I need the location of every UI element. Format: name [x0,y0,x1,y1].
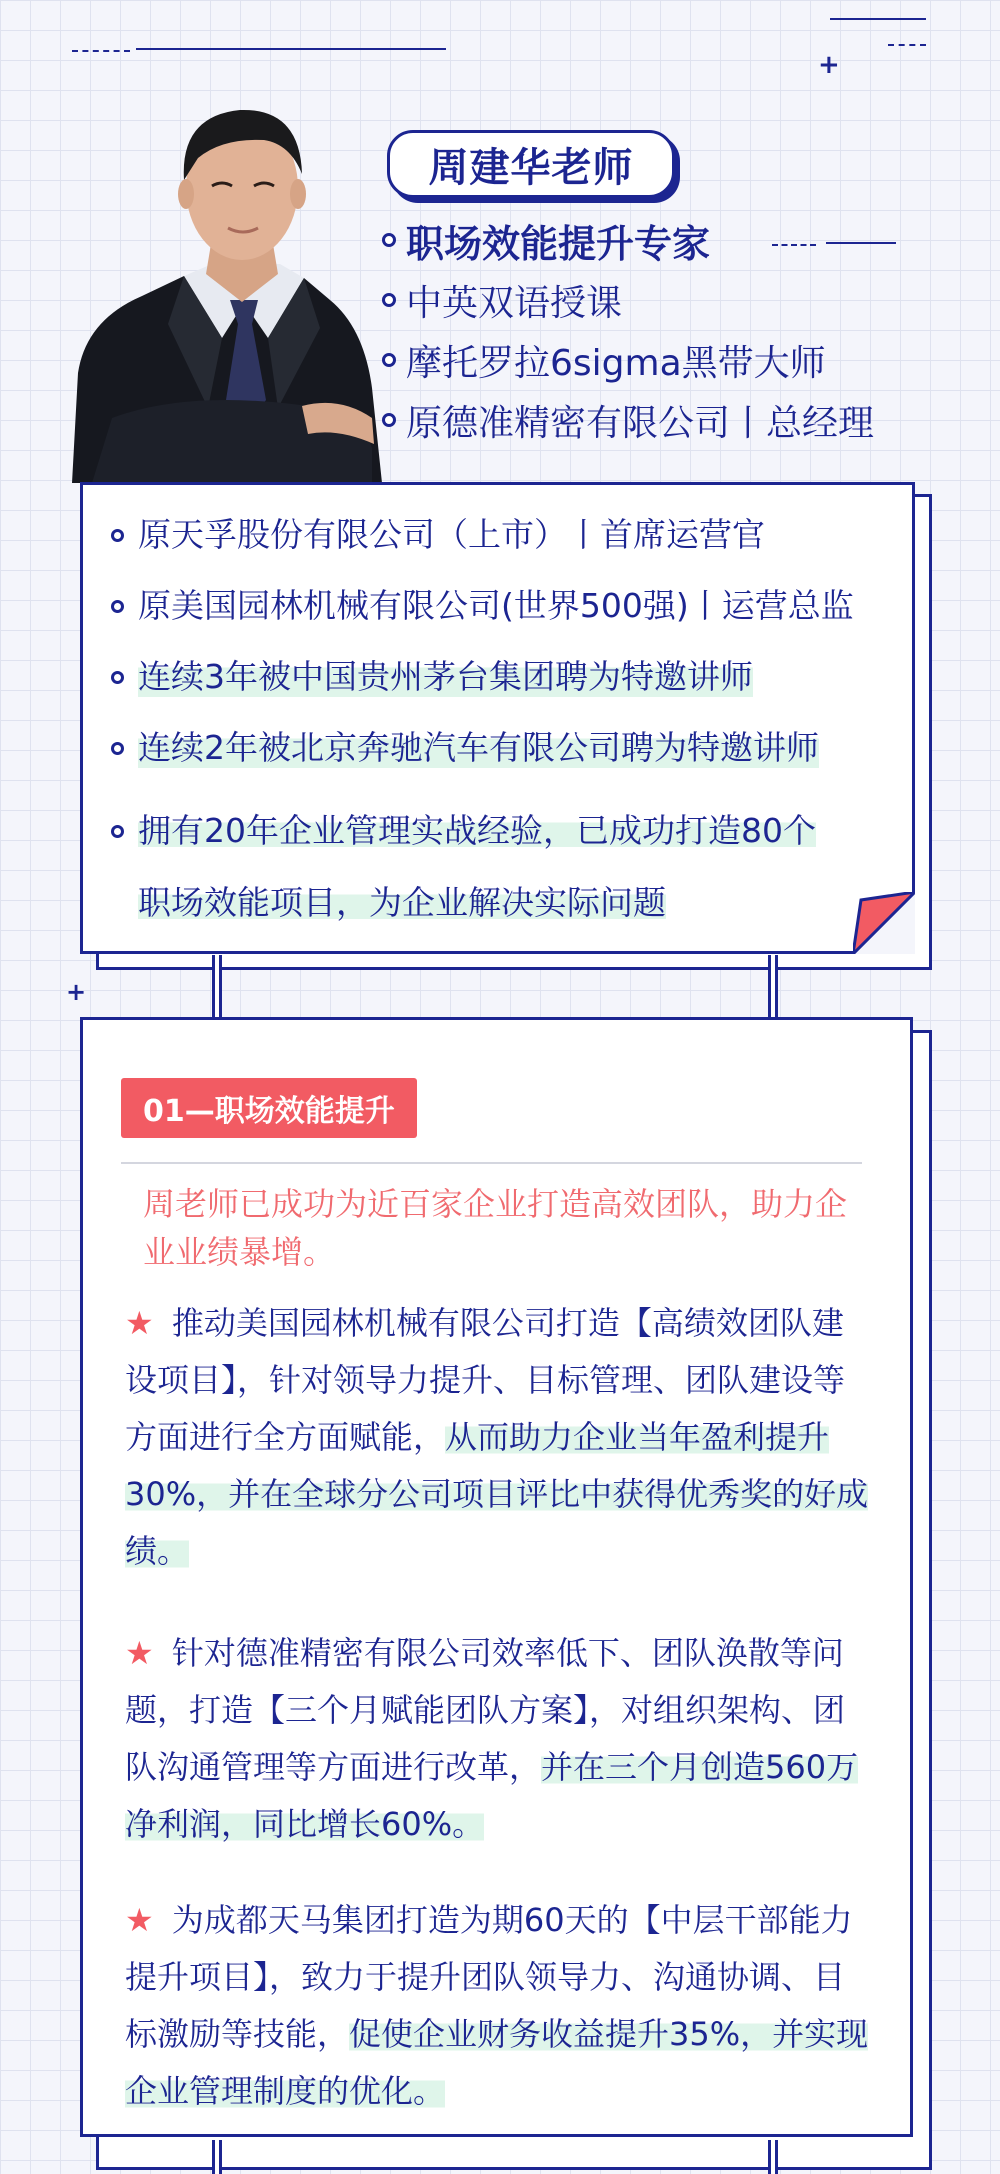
experience-text: 连续3年被中国贵州茅台集团聘为特邀讲师 [138,653,753,701]
bullet-dot [382,353,396,367]
title-item [382,270,874,330]
bullet-dot [111,600,124,613]
star-icon: ★ [125,1634,154,1672]
experience-line: 职场效能项目，为企业解决实际问题 [138,883,666,922]
experience-text: 连续2年被北京奔驰汽车有限公司聘为特邀讲师 [138,724,819,772]
title-item [382,330,874,390]
experience-text: 原美国园林机械有限公司(世界500强)丨运营总监 [138,586,854,625]
title-item [382,390,874,450]
section-card [80,1017,913,2137]
case-text: 为成都天马集团打造为期60天的【中层干部能力提升项目】，致力于提升团队领导力、沟通协调、目标激励等技能， [125,1901,853,2053]
bullet-dot [111,825,124,838]
list-item [111,795,892,939]
bullet-dot [382,293,396,307]
list-item [111,653,892,724]
section-tag: 01—职场效能提升 [121,1078,417,1138]
divider [121,1162,862,1164]
star-icon: ★ [125,1304,154,1342]
teacher-titles [382,210,874,450]
experience-text: 原天孚股份有限公司（上市）丨首席运营官 [138,515,765,554]
list-item [111,511,892,582]
case-paragraph [125,1625,872,1853]
top-left-dash [72,50,130,52]
top-left-line [136,48,446,50]
experience-line: 拥有20年企业管理实战经验，已成功打造80个 [138,811,816,850]
title-item [382,210,874,270]
connector-pillar [768,2140,778,2174]
case-emphasis: 从而助力企业当年盈利提升30%，并在全球分公司项目评比中获得优秀奖的好成绩。 [125,1418,869,1570]
title-text: 中英双语授课 [406,282,623,324]
plus-icon: + [818,50,840,80]
case-text: 推动美国园林机械有限公司打造【高绩效团队建设项目】，针对领导力提升、目标管理、团队建设等方面进行全方面赋能， [125,1304,846,1456]
bullet-dot [111,671,124,684]
list-item [111,582,892,653]
top-right-line [830,18,926,20]
teacher-name-badge [387,130,675,198]
case-emphasis: 促使企业财务收益提升35%，并实现企业管理制度的优化。 [125,2015,869,2110]
experience-card [80,482,915,954]
case-text: 针对德准精密有限公司效率低下、团队涣散等问题，打造【三个月赋能团队方案】，对组织架构、团队沟通管理等方面进行改革， [125,1634,846,1786]
teacher-portrait [72,88,407,483]
experience-text [138,795,816,939]
star-icon: ★ [125,1901,154,1939]
bullet-dot [111,742,124,755]
bullet-dot [382,413,396,427]
title-text: 原德准精密有限公司丨总经理 [406,402,875,444]
title-text: 职场效能提升专家 [406,221,711,266]
page-fold-corner [853,892,915,954]
case-paragraph [125,1892,872,2120]
experience-list [111,511,892,939]
section-intro: 周老师已成功为近百家企业打造高效团队，助力企业业绩暴增。 [143,1185,848,1271]
teacher-name: 周建华老师 [428,144,634,191]
plus-icon: + [66,978,87,1006]
connector-pillar [212,2140,222,2174]
bullet-dot [111,529,124,542]
title-text: 摩托罗拉6sigma黑带大师 [406,342,826,384]
bullet-dot [382,233,396,247]
case-paragraph [125,1295,872,1580]
case-emphasis: 并在三个月创造560万净利润，同比增长60%。 [125,1748,859,1843]
top-right-dash [888,44,926,46]
list-item [111,724,892,795]
